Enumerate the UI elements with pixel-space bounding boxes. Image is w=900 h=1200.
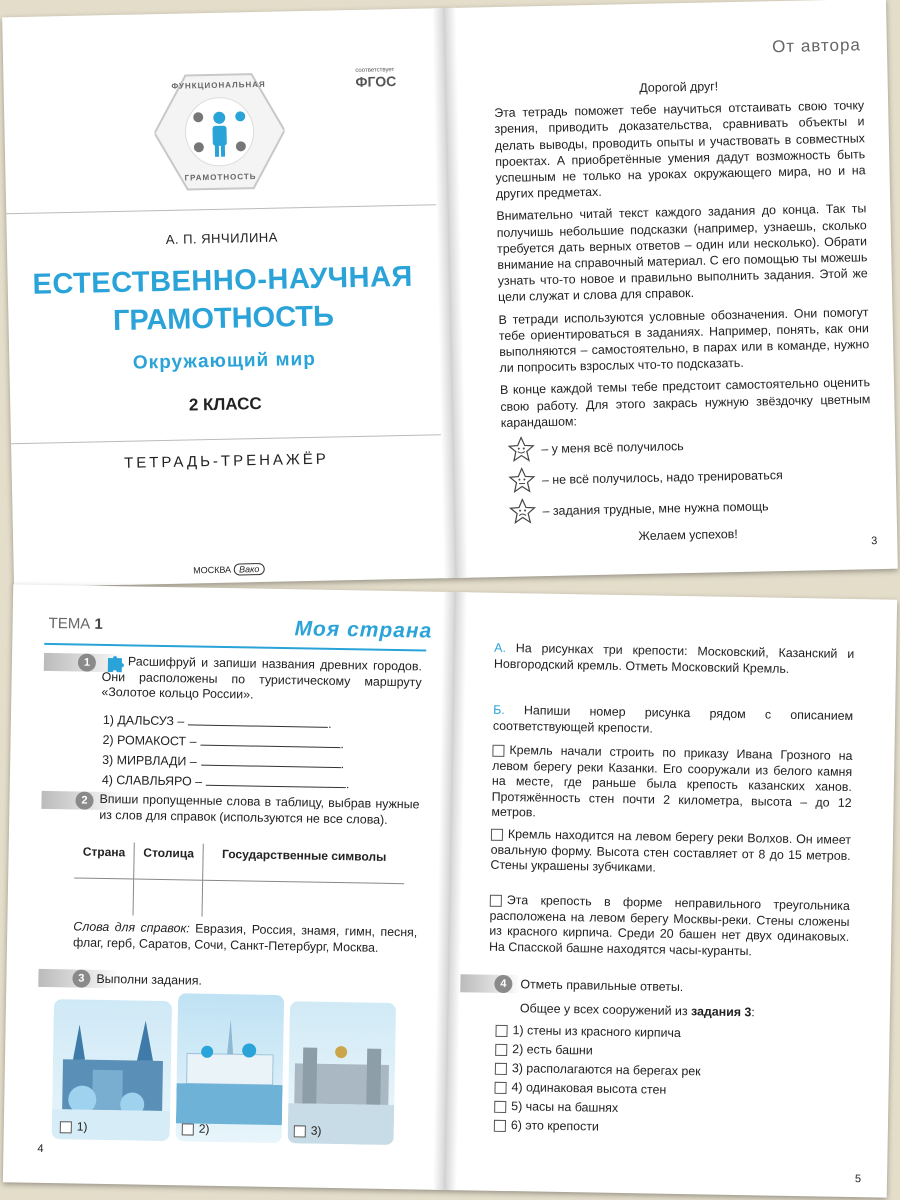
anagram-1: 1) ДАЛЬСУЗ – .: [102, 712, 332, 731]
paragraph-4: В конце каждой темы тебе предстоит самостоятельно оценить свою работу. Для этого закрась нужную звёздочку цветным карандашом:: [499, 375, 871, 430]
option-5-checkbox[interactable]: [494, 1101, 506, 1113]
cover-divider-bottom: [11, 434, 441, 444]
paragraph-2: Внимательно читай текст каждого задания до конца. Так ты получишь небольшие подсказки (например, узнаешь, сколько требуется дать верных ответов – один или несколько). Обрати внимание на справочный материал. С его помощью ты можешь узнать что-то новое и правильно выполнить задания. Этой же цели служат и слова для справок.: [496, 201, 868, 305]
legend-text-3: – задания трудные, мне нужна помощь: [542, 499, 769, 519]
reference-words: [73, 919, 417, 956]
task3b-label: Б.: [493, 702, 505, 717]
grade: 2 КЛАСС: [188, 393, 262, 415]
anagram-2: 2) РОМАКОСТ – .: [102, 732, 344, 752]
description-1-box[interactable]: [492, 744, 504, 756]
theme-word: ТЕМА: [48, 614, 91, 633]
page-number-5: 5: [854, 1173, 862, 1186]
answer-line-1[interactable]: [188, 714, 328, 727]
fgos-text: ФГОС: [355, 73, 397, 90]
author-text: [494, 75, 874, 547]
answer-line-3[interactable]: [201, 755, 341, 768]
task1-badge: 1: [78, 653, 96, 671]
fgos-small-text: соответствует: [355, 67, 395, 74]
task4-text: Отметь правильные ответы.: [520, 977, 684, 995]
reference-words-list: Евразия, Россия, знамя, гимн, песня, флаг, герб, Саратов, Сочи, Санкт-Петербург, Москва.: [72, 921, 418, 955]
answer-options: [494, 1021, 702, 1139]
picture-2-checkbox[interactable]: [182, 1123, 194, 1135]
cover-page: [2, 8, 444, 587]
neutral-star-icon: [508, 467, 537, 494]
publisher-city: МОСКВА: [193, 564, 232, 576]
sad-star-icon: [508, 498, 537, 525]
anagram-list: [102, 710, 423, 796]
option-2-checkbox[interactable]: [495, 1044, 507, 1056]
task3b: [493, 703, 853, 740]
task4-question: Общее у всех сооружений из задания 3:: [519, 1001, 755, 1020]
functional-literacy-logo: [153, 71, 285, 192]
reference-words-label: Слова для справок:: [73, 919, 190, 936]
happy-star-icon: [507, 436, 536, 463]
task3b-text: Напиши номер рисунка рядом с описанием соответствующей крепости.: [492, 703, 854, 736]
author-name: А. П. ЯНЧИЛИНА: [165, 229, 279, 247]
theme-label: [48, 615, 102, 633]
task3-text: Выполни задания.: [96, 971, 203, 988]
table-cell-symbols[interactable]: [202, 880, 404, 920]
task4-badge: 4: [494, 975, 512, 993]
title-line2: ГРАМОТНОСТЬ: [112, 300, 335, 338]
description-2: Кремль находится на левом берегу реки Волхов. Он имеет овальную форму. Высота стен составляет от 8 до 15 метров. Стены украшены зубчиками.: [490, 827, 852, 875]
kazan-kremlin-picture: [176, 993, 285, 1143]
publisher: [14, 560, 444, 579]
theme-number: 1: [94, 615, 103, 633]
task1-text: Расшифруй и запиши названия древних городов. Они расположены по туристическому маршруту «Золотое кольцо России».: [101, 654, 423, 702]
task3a-text: На рисунках три крепости: Московский, Казанский и Новгородский кремль. Отметь Московский Кремль.: [493, 641, 855, 676]
page-header: От автора: [771, 35, 862, 57]
topic-title: Моя страна: [294, 617, 433, 643]
table-header-country: Страна: [74, 841, 134, 879]
table-header-capital: Столица: [134, 842, 204, 880]
answer-line-2[interactable]: [200, 735, 340, 748]
option-2: 2) есть башни: [495, 1040, 701, 1063]
table-cell-capital[interactable]: [133, 879, 203, 917]
task3a: [494, 641, 854, 678]
description-3: Эта крепость в форме неправильного треугольника расположена на левом берегу Москвы-реки. Стены сложены из красного кирпича. Среди 20 башен нет двух одинаковых. На Спасской башне находятся часы-куранты.: [488, 892, 850, 958]
description-3-box[interactable]: [490, 894, 502, 906]
task2-text: Впиши пропущенные слова в таблицу, выбрав нужные из слов для справок (используются не все слова).: [99, 791, 420, 827]
legend-happy: [507, 429, 871, 463]
author-page: [456, 0, 898, 578]
paragraph-1: Эта тетрадь поможет тебе научиться отстаивать свою точку зрения, приводить доказательства, сравнивать объекты и делать выводы, проводить опыты и участвовать в совместных проектах. А приобретённые умения дадут возможность быть успешным не только на уроках окружающего мира, но и на других предметах.: [494, 98, 866, 202]
option-4-checkbox[interactable]: [494, 1082, 506, 1094]
option-1-checkbox[interactable]: [495, 1025, 507, 1037]
description-1: Кремль начали строить по приказу Ивана Грозного на левом берегу реки Казанки. Его сооружали из белого камня на месте, где раньше была крепость казанских ханов. Протяжённость стен почти 2 километра, высота – до 12 метров.: [491, 743, 853, 820]
legend-neutral: [508, 460, 872, 494]
answer-line-4[interactable]: [206, 775, 346, 788]
picture-3-label: 3): [294, 1123, 322, 1137]
anagram-4: 4) СЛАВЛЬЯРО – .: [101, 772, 350, 792]
novgorod-kremlin-picture: [288, 1001, 396, 1145]
publisher-logo: Вако: [234, 563, 265, 576]
wish-text: Желаем успехов!: [638, 527, 738, 544]
task2-badge: 2: [75, 791, 93, 809]
topic-underline: [44, 643, 426, 652]
lesson-spread: [3, 584, 897, 1197]
anagram-3: 3) МИРВЛАДИ – .: [102, 752, 345, 772]
page-4: [3, 584, 443, 1189]
legend-sad: [508, 491, 872, 525]
option-5: 5) часы на башнях: [494, 1097, 700, 1120]
fgos-mark: [355, 67, 396, 90]
task3-badge: 3: [72, 969, 90, 987]
page-number-4: 4: [37, 1142, 44, 1155]
picture-3-checkbox[interactable]: [294, 1125, 306, 1137]
legend-text-1: – у меня всё получилось: [541, 439, 684, 457]
paragraph-3: В тетради используются условные обозначения. Они помогут тебе ориентироваться в заданиях. Например, понять, как они выполняются – самостоятельно, в парах или в команде, нужно ли попросить взрослых что-то подсказать.: [498, 304, 870, 376]
greeting: Дорогой друг!: [639, 79, 719, 95]
picture-1-label: 1): [60, 1119, 88, 1133]
moscow-kremlin-picture: [52, 999, 172, 1141]
description-2-box[interactable]: [491, 828, 503, 840]
title-line1: ЕСТЕСТВЕННО-НАУЧНАЯ: [32, 260, 414, 301]
option-4: 4) одинаковая высота стен: [494, 1078, 700, 1101]
option-3: 3) располагаются на берегах рек: [495, 1059, 701, 1082]
picture-1-checkbox[interactable]: [60, 1121, 72, 1133]
option-1: 1) стены из красного кирпича: [495, 1021, 701, 1044]
logo-top-text: ФУНКЦИОНАЛЬНАЯ: [171, 79, 266, 91]
logo-bottom-text: ГРАМОТНОСТЬ: [184, 172, 257, 183]
option-6: 6) это крепости: [494, 1116, 700, 1139]
picture-2-label: 2): [182, 1121, 210, 1135]
subtitle: Окружающий мир: [132, 348, 317, 374]
cover-divider-top: [6, 204, 436, 214]
table-cell-country[interactable]: [74, 878, 134, 916]
page-number-3: 3: [871, 535, 878, 548]
option-6-checkbox[interactable]: [494, 1120, 506, 1132]
option-3-checkbox[interactable]: [495, 1063, 507, 1075]
cover-spread: [2, 0, 898, 587]
table-header-symbols: Государственные символы: [203, 844, 405, 884]
task3a-label: А.: [494, 640, 507, 655]
workbook-label: ТЕТРАДЬ-ТРЕНАЖЁР: [123, 450, 329, 472]
page-5: [457, 592, 897, 1197]
legend-text-2: – не всё получилось, надо тренироваться: [541, 468, 783, 488]
symbols-table: [74, 841, 405, 920]
